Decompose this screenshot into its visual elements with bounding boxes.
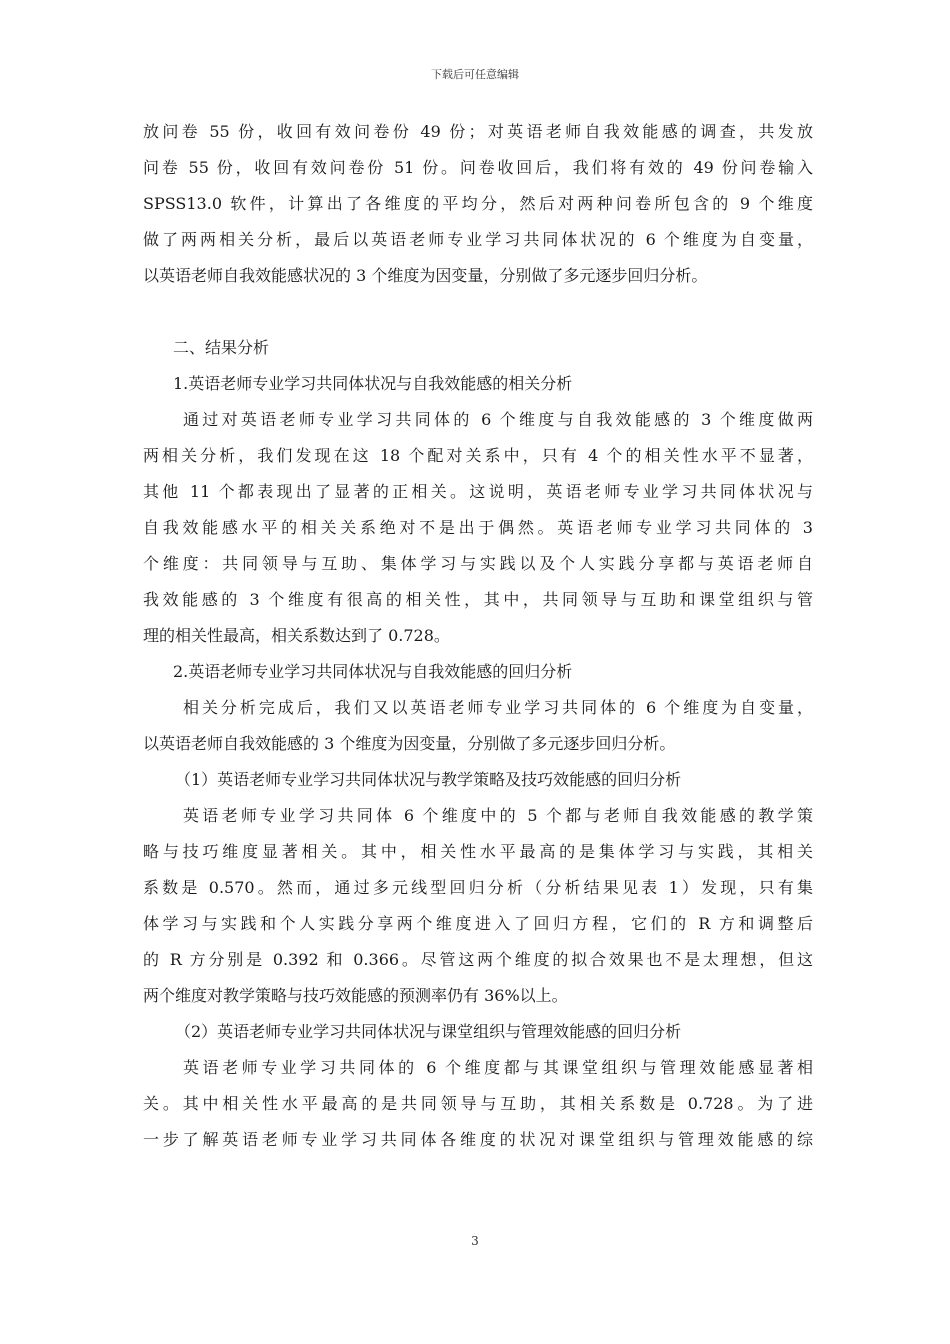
paragraph-line: 个维度：共同领导与互助、集体学习与实践以及个人实践分享都与英语老师自 [143, 554, 813, 573]
subsection-heading: 1.英语老师专业学习共同体状况与自我效能感的相关分析 [173, 374, 573, 393]
paragraph-line: 以英语老师自我效能感状况的 3 个维度为因变量，分别做了多元逐步回归分析。 [143, 266, 708, 285]
subsection-heading: 2.英语老师专业学习共同体状况与自我效能感的回归分析 [173, 662, 573, 681]
paragraph-line: 其他 11 个都表现出了显著的正相关。这说明，英语老师专业学习共同体状况与 [143, 482, 813, 501]
paragraph-line: SPSS13.0 软件，计算出了各维度的平均分，然后对两种问卷所包含的 9 个维度 [143, 194, 813, 213]
teaching-strategy-paragraph [143, 798, 813, 1014]
intro-paragraph [143, 114, 813, 294]
paragraph-line: 一步了解英语老师专业学习共同体各维度的状况对课堂组织与管理效能感的综 [143, 1130, 813, 1149]
paragraph-line: 略与技巧维度显著相关。其中，相关性水平最高的是集体学习与实践，其相关 [143, 842, 813, 861]
paragraph-line: 两相关分析，我们发现在这 18 个配对关系中，只有 4 个的相关性水平不显著， [143, 446, 813, 465]
regression-paragraph [143, 690, 813, 762]
page-header: 下载后可任意编辑 [431, 68, 519, 81]
spacer [143, 294, 813, 330]
paragraph-line: 放问卷 55 份，收回有效问卷份 49 份；对英语老师自我效能感的调查，共发放 [143, 122, 813, 141]
correlation-paragraph [143, 402, 813, 654]
paragraph-line: 关。其中相关性水平最高的是共同领导与互助，其相关系数是 0.728。为了进 [143, 1094, 813, 1113]
paragraph-line: 系数是 0.570。然而，通过多元线型回归分析（分析结果见表 1）发现，只有集 [143, 878, 813, 897]
paragraph-line: 两个维度对教学策略与技巧效能感的预测率仍有 36%以上。 [143, 986, 568, 1005]
part-heading: （1）英语老师专业学习共同体状况与教学策略及技巧效能感的回归分析 [175, 770, 682, 789]
classroom-management-paragraph [143, 1050, 813, 1158]
paragraph-line: 的 R 方分别是 0.392 和 0.366。尽管这两个维度的拟合效果也不是太理想，但这 [143, 950, 813, 969]
paragraph-line: 英语老师专业学习共同体 6 个维度中的 5 个都与老师自我效能感的教学策 [183, 806, 813, 825]
part-heading: （2）英语老师专业学习共同体状况与课堂组织与管理效能感的回归分析 [175, 1022, 682, 1041]
paragraph-line: 英语老师专业学习共同体的 6 个维度都与其课堂组织与管理效能感显著相 [183, 1058, 813, 1077]
paragraph-line: 相关分析完成后，我们又以英语老师专业学习共同体的 6 个维度为自变量， [183, 698, 813, 717]
paragraph-line: 问卷 55 份，收回有效问卷份 51 份。问卷收回后，我们将有效的 49 份问卷输入 [143, 158, 813, 177]
paragraph-line: 通过对英语老师专业学习共同体的 6 个维度与自我效能感的 3 个维度做两 [183, 410, 813, 429]
paragraph-line: 体学习与实践和个人实践分享两个维度进入了回归方程，它们的 R 方和调整后 [143, 914, 813, 933]
paragraph-line: 自我效能感水平的相关关系绝对不是出于偶然。英语老师专业学习共同体的 3 [143, 518, 813, 537]
page-number: 3 [471, 1234, 479, 1248]
paragraph-line: 理的相关性最高，相关系数达到了 0.728。 [143, 626, 450, 645]
paragraph-line: 做了两两相关分析，最后以英语老师专业学习共同体状况的 6 个维度为自变量， [143, 230, 813, 249]
body-text [143, 114, 813, 1158]
paragraph-line: 我效能感的 3 个维度有很高的相关性，其中，共同领导与互助和课堂组织与管 [143, 590, 813, 609]
paragraph-line: 以英语老师自我效能感的 3 个维度为因变量，分别做了多元逐步回归分析。 [143, 734, 676, 753]
section-heading: 二、结果分析 [173, 338, 270, 357]
